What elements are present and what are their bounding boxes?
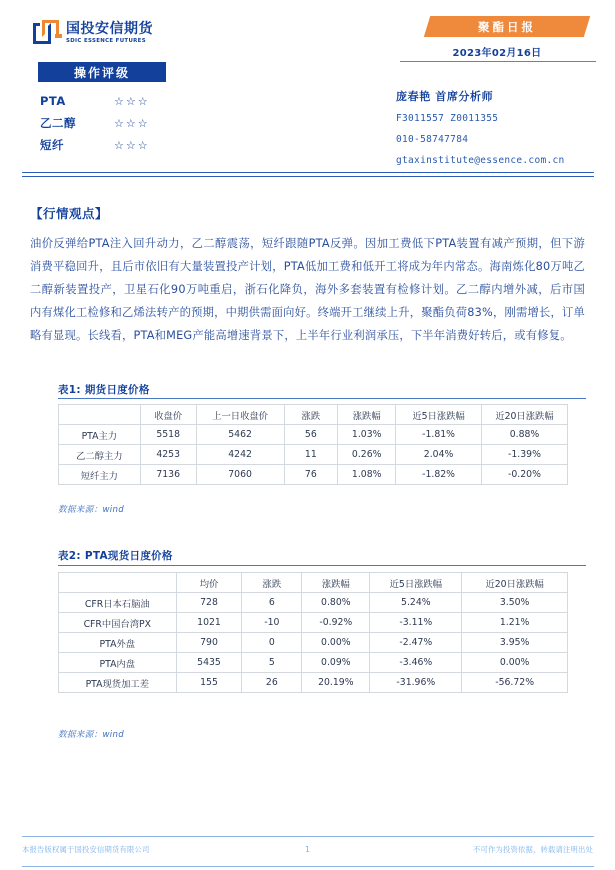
cell: 26 [242, 673, 302, 693]
rating-box-title: 操作评级 [38, 62, 166, 82]
analyst-phone: 010-58747784 [396, 134, 469, 145]
row-label: PTA主力 [59, 425, 141, 445]
rating-row [40, 90, 220, 112]
company-logo [33, 20, 153, 46]
cell: 1.21% [462, 613, 568, 633]
rating-stars: ☆☆☆ [114, 94, 150, 108]
table-row [59, 465, 568, 485]
rating-list [40, 90, 220, 156]
market-commentary: 油价反弹给PTA注入回升动力，乙二醇震荡，短纤跟随PTA反弹。因加工费低下PTA装置有减产预期，但下游消费平稳回升，且后市依旧有大量装置投产计划，PTA低加工费和低开工将成为年内常态。海南炼化80万吨乙二醇新装置投产，卫星石化90万吨重启，浙石化降负，海外多套装置有检修计划。乙二醇内增外减，后市国内有煤化工检修和乙烯法转产的预期，中期供需面向好。终端开工继续上升，聚酯负荷83%，刚需增长，订单略有显现。长线看，PTA和MEG产能高增速背景下，上半年行业利润承压，下半年消费好转后，或有修复。 [30, 237, 585, 342]
cell: -0.92% [302, 613, 370, 633]
cell: 0.80% [302, 593, 370, 613]
table-header-row [59, 405, 568, 425]
cell: 7136 [140, 465, 196, 485]
row-label: PTA内盘 [59, 653, 177, 673]
table1-source: 数据来源：wind [58, 505, 124, 515]
cell: 7060 [196, 465, 284, 485]
pta-spot-daily-price-table [58, 572, 568, 693]
footer-copyright: 本报告版权属于国投安信期货有限公司 [22, 845, 150, 854]
table-row [59, 653, 568, 673]
col-header: 近20日涨跌幅 [481, 405, 567, 425]
cell: -10 [242, 613, 302, 633]
row-label: 短纤主力 [59, 465, 141, 485]
cell: 0.09% [302, 653, 370, 673]
cell: 5462 [196, 425, 284, 445]
cell: 728 [176, 593, 242, 613]
rating-name: 乙二醇 [40, 116, 76, 130]
cell: -31.96% [370, 673, 462, 693]
cell: 0 [242, 633, 302, 653]
col-header: 涨跌 [284, 405, 338, 425]
header-divider [22, 172, 594, 177]
cell: 5435 [176, 653, 242, 673]
cell: 790 [176, 633, 242, 653]
col-header: 上一日收盘价 [196, 405, 284, 425]
table-row [59, 445, 568, 465]
table2-caption-rule [58, 565, 586, 566]
cell: 3.95% [462, 633, 568, 653]
table1-caption: 表1: 期货日度价格 [58, 384, 150, 396]
col-header: 近5日涨跌幅 [396, 405, 482, 425]
table-row [59, 673, 568, 693]
footer-divider-bottom [22, 866, 594, 867]
cell: 0.88% [481, 425, 567, 445]
cell: 0.26% [338, 445, 396, 465]
cell: 20.19% [302, 673, 370, 693]
table-header-row [59, 573, 568, 593]
col-header: 均价 [176, 573, 242, 593]
report-title: 聚酯日报 [478, 19, 536, 34]
row-label: CFR中国台湾PX [59, 613, 177, 633]
report-date: 2023年02月16日 [452, 48, 542, 59]
cell: 5 [242, 653, 302, 673]
table-row [59, 633, 568, 653]
cell: -3.11% [370, 613, 462, 633]
date-divider [400, 61, 596, 62]
rating-name: 短纤 [40, 138, 64, 152]
col-header: 涨跌幅 [338, 405, 396, 425]
analyst-info [396, 88, 596, 176]
rating-stars: ☆☆☆ [114, 116, 150, 130]
cell: 76 [284, 465, 338, 485]
analyst-name: 庞春艳 首席分析师 [396, 90, 494, 103]
cell: -1.39% [481, 445, 567, 465]
rating-name: PTA [40, 94, 66, 108]
row-label: PTA现货加工差 [59, 673, 177, 693]
footer-disclaimer: 不可作为投资依据，转载请注明出处 [473, 845, 593, 854]
cell: 0.00% [302, 633, 370, 653]
cell: 11 [284, 445, 338, 465]
rating-row [40, 134, 220, 156]
cell: -0.20% [481, 465, 567, 485]
cell: 155 [176, 673, 242, 693]
cell: 6 [242, 593, 302, 613]
cell: 5.24% [370, 593, 462, 613]
col-header: 近20日涨跌幅 [462, 573, 568, 593]
cell: 1.08% [338, 465, 396, 485]
cell: 56 [284, 425, 338, 445]
col-header [59, 573, 177, 593]
cell: 4253 [140, 445, 196, 465]
cell: 4242 [196, 445, 284, 465]
table2-source: 数据来源：wind [58, 730, 124, 740]
table-row [59, 613, 568, 633]
table-row [59, 425, 568, 445]
table-row [59, 593, 568, 613]
table2-caption: 表2: PTA现货日度价格 [58, 550, 173, 562]
sdic-logo-icon [33, 20, 59, 46]
table1-caption-rule [58, 398, 586, 399]
page-title: 【行情观点】 [30, 206, 109, 221]
cell: -1.81% [396, 425, 482, 445]
cell: -2.47% [370, 633, 462, 653]
col-header: 涨跌幅 [302, 573, 370, 593]
company-name-cn: 国投安信期货 [66, 21, 153, 38]
report-header [0, 0, 615, 175]
cell: 0.00% [462, 653, 568, 673]
col-header: 涨跌 [242, 573, 302, 593]
row-label: CFR日本石脑油 [59, 593, 177, 613]
cell: -1.82% [396, 465, 482, 485]
col-header: 收盘价 [140, 405, 196, 425]
futures-daily-price-table [58, 404, 568, 485]
company-name-en: SDIC ESSENCE FUTURES [66, 37, 146, 44]
cell: 3.50% [462, 593, 568, 613]
col-header: 近5日涨跌幅 [370, 573, 462, 593]
analyst-email: gtaxinstitute@essence.com.cn [396, 155, 565, 166]
col-header [59, 405, 141, 425]
cell: 1021 [176, 613, 242, 633]
row-label: 乙二醇主力 [59, 445, 141, 465]
page-number: 1 [305, 845, 310, 854]
row-label: PTA外盘 [59, 633, 177, 653]
cell: 1.03% [338, 425, 396, 445]
footer-divider-top [22, 836, 594, 837]
cell: 2.04% [396, 445, 482, 465]
cell: 5518 [140, 425, 196, 445]
cell: -56.72% [462, 673, 568, 693]
rating-stars: ☆☆☆ [114, 138, 150, 152]
analyst-license: F3011557 Z0011355 [396, 113, 499, 124]
cell: -3.46% [370, 653, 462, 673]
rating-row [40, 112, 220, 134]
